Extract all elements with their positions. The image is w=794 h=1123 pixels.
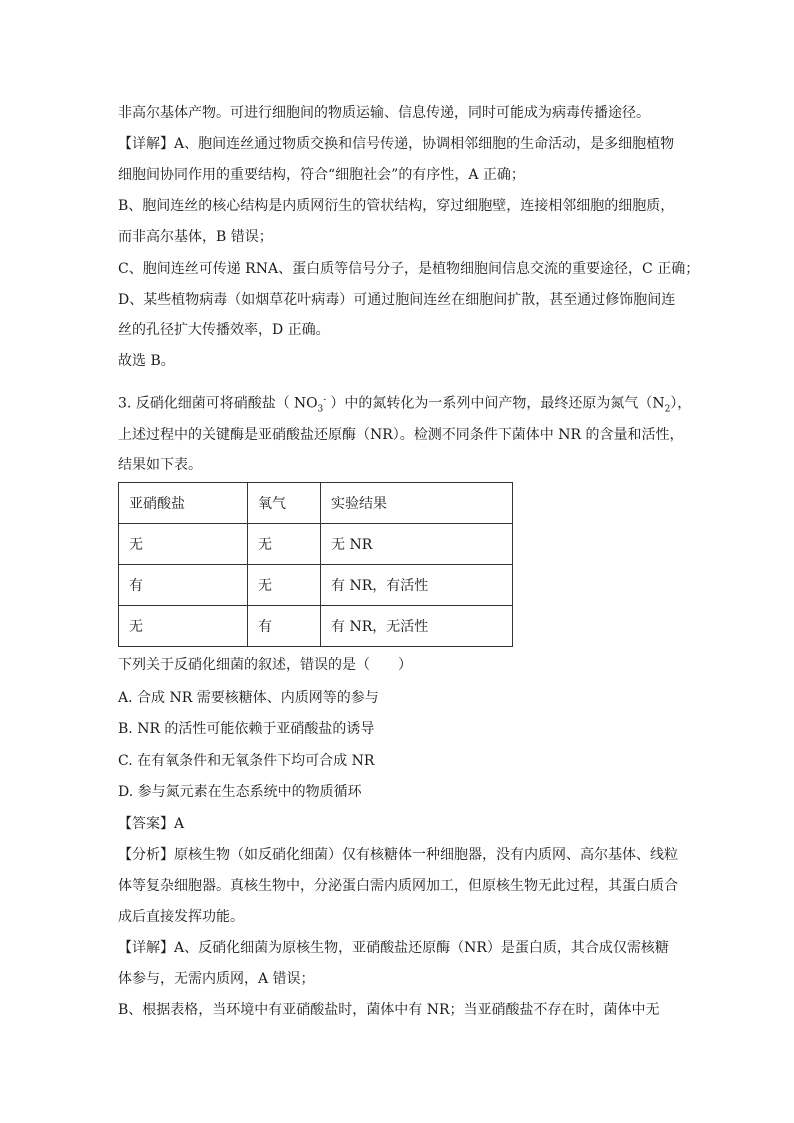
text-line: 体等复杂细胞器。真核生物中，分泌蛋白需内质网加工，但原核生物无此过程，其蛋白质合 [118, 878, 678, 894]
table-cell: 有 [119, 565, 248, 606]
text-line: 而非高尔基体，B 错误； [118, 229, 273, 245]
question-prompt: 下列关于反硝化细菌的叙述，错误的是（ ） [118, 657, 412, 673]
text-line: C、胞间连丝可传递 RNA、蛋白质等信号分子，是植物细胞间信息交流的重要途径，C 正确； [118, 261, 700, 277]
table-cell: 无 [248, 565, 321, 606]
text-line: B、根据表格，当环境中有亚硝酸盐时，菌体中有 NR；当亚硝酸盐不存在时，菌体中无 [118, 1002, 660, 1018]
table-row [119, 606, 513, 647]
answer-line: 【答案】A [118, 816, 185, 832]
option-b: B. NR 的活性可能依赖于亚硝酸盐的诱导 [118, 721, 375, 737]
text-line: 成后直接发挥功能。 [118, 909, 244, 925]
text-line: 丝的孔径扩大传播效率，D 正确。 [118, 322, 330, 338]
question-3-prefix: 3. 反硝化细菌可将硝酸盐（ [118, 395, 290, 412]
text-line: 体参与，无需内质网，A 错误； [118, 971, 315, 987]
table-row [119, 565, 513, 606]
table-cell: 无 [119, 606, 248, 647]
text-line: B、胞间连丝的核心结构是内质网衍生的管状结构，穿过细胞壁，连接相邻细胞的细胞质， [118, 198, 675, 214]
table-header-cell: 氧气 [248, 483, 321, 524]
text-line: 故选 B。 [118, 353, 175, 369]
option-a: A. 合成 NR 需要核糖体、内质网等的参与 [118, 690, 379, 706]
table-header-cell: 亚硝酸盐 [119, 483, 248, 524]
table-cell: 有 [248, 606, 321, 647]
nitrate-formula: $NO_3^-$ [293, 395, 327, 415]
table-cell: 有 NR，无活性 [321, 606, 513, 647]
text-line: 【分析】原核生物（如反硝化细菌）仅有核糖体一种细胞器，没有内质网、高尔基体、线粒 [118, 847, 678, 863]
question-3-stem: 3. 反硝化细菌可将硝酸盐（ $NO_3^-$ ）中的氮转化为一系列中间产物，最终还原为氮气$(N_2)$， [118, 390, 691, 419]
table-cell: 无 [119, 524, 248, 565]
text-line: 结果如下表。 [118, 457, 202, 473]
table-row [119, 524, 513, 565]
table-cell: 无 NR [321, 524, 513, 565]
option-c: C. 在有氧条件和无氧条件下均可合成 NR [118, 753, 375, 769]
table-header-cell: 实验结果 [321, 483, 513, 524]
text-line: D、某些植物病毒（如烟草花叶病毒）可通过胞间连丝在细胞间扩散，甚至通过修饰胞间连 [118, 292, 676, 308]
results-table [118, 482, 513, 647]
table-cell: 有 NR，有活性 [321, 565, 513, 606]
text-line: 【详解】A、反硝化细菌为原核生物，亚硝酸盐还原酶（NR）是蛋白质，其合成仅需核糖 [118, 940, 669, 956]
table-cell: 无 [248, 524, 321, 565]
option-d: D. 参与氮元素在生态系统中的物质循环 [118, 784, 362, 800]
table-header-row [119, 483, 513, 524]
text-line: 非高尔基体产物。可进行细胞间的物质运输、信息传递，同时可能成为病毒传播途径。 [118, 105, 650, 121]
text-line: 【详解】A、胞间连丝通过物质交换和信号传递，协调相邻细胞的生命活动，是多细胞植物 [118, 136, 675, 152]
text-line: 细胞间协同作用的重要结构，符合“细胞社会”的有序性，A 正确； [118, 167, 525, 183]
text-line: 上述过程中的关键酶是亚硝酸盐还原酶（NR）。检测不同条件下菌体中 NR 的含量和活性， [118, 427, 684, 443]
